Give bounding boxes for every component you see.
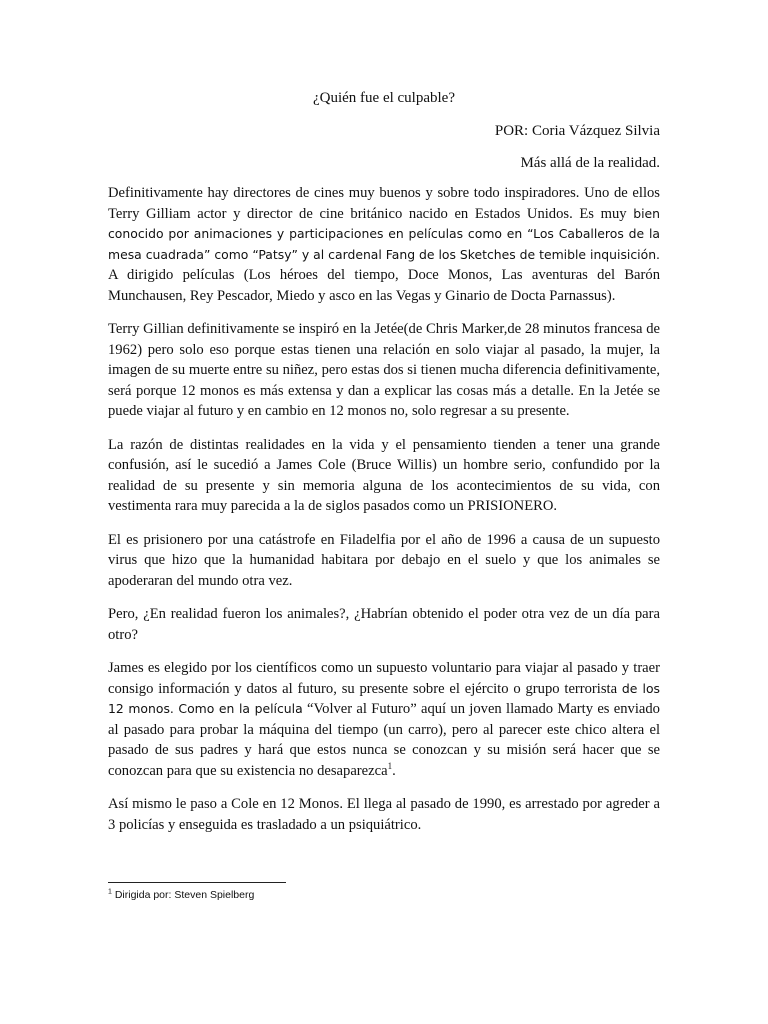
paragraph-6-text-a: James es elegido por los científicos como un supuesto voluntario para viajar al pasado y traer consigo información y datos al futuro, su presente sobre el ejército o grupo terrorista xyxy=(108,660,660,697)
paragraph-2: Terry Gillian definitivamente se inspiró en la Jetée(de Chris Marker,de 28 minutos francesa de 1962) pero solo eso porque estas tienen una relación en solo viajar al pasado, la mujer, la imagen de su muerte entre su niñez, pero estas dos si tienen mucha diferencia definitivamente, será porque 12 monos es más extensa y dan a explicar las cosas más a detalle. En la Jetée se puede viajar al futuro y en cambio en 12 monos no, solo regresar a su presente. xyxy=(108,321,660,419)
paragraph-3: La razón de distintas realidades en la vida y el pensamiento tienden a tener una grande confusión, así le sucedió a James Cole (Bruce Willis) un hombre serio, confundido por la realidad de su presente y sin memoria alguna de los acontecimientos de su vida, con vestimenta rara muy parecida a la de siglos pasados como un PRISIONERO. xyxy=(108,436,660,514)
paragraph-1-text-a: Definitivamente hay directores de cines muy buenos y sobre todo inspiradores. Uno de ellos Terry Gilliam actor y director de cine británico nacido en Estados Unidos. Es muy xyxy=(108,185,660,222)
paragraph-1-text-c: A dirigido películas (Los héroes del tiempo, Doce Monos, Las aventuras del Barón Munchausen, Rey Pescador, Miedo y asco en las Vegas y Ginario de Docta Parnassus). xyxy=(108,267,660,304)
footnote-text: Dirigida por: Steven Spielberg xyxy=(111,889,255,901)
paragraph-4: El es prisionero por una catástrofe en Filadelfia por el año de 1996 a causa de un supuesto virus que hizo que la humanidad habitara por debajo en el suelo y que los animales se apoderaran del mundo otra vez. xyxy=(108,531,660,589)
paragraph-7: Así mismo le paso a Cole en 12 Monos. El llega al pasado de 1990, es arrestado por agreder a 3 policías y enseguida es trasladado a un psiquiátrico. xyxy=(108,796,660,833)
paragraph-1-text-b: bien conocido por animaciones y participaciones en películas como en “Los Caballeros de la mesa cuadrada” como “Patsy” y al cardenal Fang de los Sketches de temible inquisición. xyxy=(108,205,660,262)
paragraph-5: Pero, ¿En realidad fueron los animales?, ¿Habrían obtenido el poder otra vez de un día para otro? xyxy=(108,606,660,643)
author-line: POR: Coria Vázquez Silvia xyxy=(494,123,660,139)
paragraph-1 xyxy=(108,183,660,306)
footnote xyxy=(108,888,660,902)
footnote-number: 1 xyxy=(108,888,112,896)
document-subtitle: Más allá de la realidad. xyxy=(520,155,660,171)
paragraph-6-text-b: de los 12 monos. Como en la película xyxy=(108,680,661,716)
document-title: ¿Quién fue el culpable? xyxy=(312,90,455,106)
document-body xyxy=(108,183,660,848)
footnote-separator xyxy=(108,882,286,883)
paragraph-6 xyxy=(108,658,660,781)
footnote-reference[interactable]: 1 xyxy=(387,760,393,771)
paragraph-6-end: . xyxy=(392,762,396,779)
paragraph-6-text-c: “Volver al Futuro” aquí un joven llamado Marty es enviado al pasado para probar la máquina del tiempo (un carro), pero al parecer este chico altera el pasado de sus padres y hará que estos nunca se conozcan y su misión será hacer que se conozcan para que su existencia no desaparezca xyxy=(108,701,660,779)
